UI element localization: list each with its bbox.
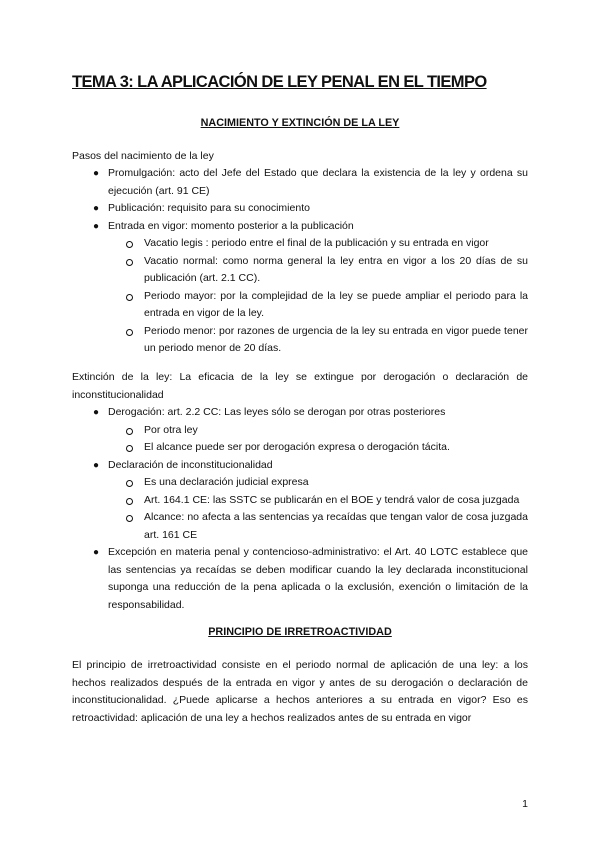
page-number: 1 bbox=[522, 798, 528, 810]
filled-circle-bullet-icon: ● bbox=[92, 203, 100, 214]
list-item-text: Derogación: art. 2.2 CC: Las leyes sólo se derogan por otras posteriores bbox=[108, 406, 446, 418]
sublist-item-text: Periodo menor: por razones de urgencia de la ley su entrada en vigor puede tener un periodo menor de 20 días. bbox=[144, 324, 528, 354]
filled-circle-bullet-icon: ● bbox=[92, 407, 100, 418]
sublist-item-text: El alcance puede ser por derogación expresa o derogación tácita. bbox=[144, 441, 450, 453]
sublist-item-alcance-sentencias bbox=[144, 509, 528, 544]
list-item-text: Publicación: requisito para su conocimiento bbox=[108, 202, 310, 214]
list-item-derogacion bbox=[92, 404, 528, 457]
list-item-text: Entrada en vigor: momento posterior a la publicación bbox=[108, 219, 354, 232]
sublist-item-vacatio-normal bbox=[144, 253, 528, 288]
hollow-circle-bullet-icon bbox=[126, 259, 133, 266]
sublist-item-vacatio-legis bbox=[144, 235, 528, 253]
list-item-publicacion bbox=[92, 200, 528, 218]
list-item-entrada-vigor bbox=[92, 218, 528, 358]
sublist-item-periodo-mayor bbox=[144, 288, 528, 323]
sublist-item-text: Por otra ley bbox=[144, 423, 198, 436]
hollow-circle-bullet-icon bbox=[126, 480, 133, 487]
sublist-item-periodo-menor bbox=[144, 323, 528, 358]
nacimiento-list bbox=[92, 165, 528, 358]
sublist-item-text: Periodo mayor: por la complejidad de la ley se puede ampliar el periodo para la entrada en vigor de la ley. bbox=[144, 289, 528, 319]
sublist-item-text: Art. 164.1 CE: las SSTC se publicarán en el BOE y tendrá valor de cosa juzgada bbox=[144, 493, 520, 506]
hollow-circle-bullet-icon bbox=[126, 498, 133, 505]
hollow-circle-bullet-icon bbox=[126, 329, 133, 336]
paragraph-extincion-intro: Extinción de la ley: La eficacia de la ley se extingue por derogación o declaración de inconstitucionalidad bbox=[72, 371, 528, 401]
extincion-list bbox=[92, 404, 528, 614]
filled-circle-bullet-icon: ● bbox=[92, 220, 100, 232]
sublist-item-text: Vacatio normal: como norma general la ley entra en vigor a los 20 días de su publicación (art. 2.1 CC). bbox=[144, 254, 528, 284]
sublist-item-text: Es una declaración judicial expresa bbox=[144, 476, 309, 488]
list-item-excepcion-penal bbox=[92, 544, 528, 614]
list-item-promulgacion bbox=[92, 165, 528, 200]
hollow-circle-bullet-icon bbox=[126, 428, 133, 435]
section-heading-irretroactividad: PRINCIPIO DE IRRETROACTIVIDAD bbox=[208, 626, 392, 638]
derogacion-sublist bbox=[108, 422, 528, 457]
filled-circle-bullet-icon: ● bbox=[92, 547, 100, 558]
list-item-text: Excepción en materia penal y contencioso-administrativo: el Art. 40 LOTC establece que las sentencias ya recaídas se deben modificar cuando la ley declarada inconstitucional suponga una reducción de la pena aplicada o la exclusión, exención o limitación de la responsabilidad. bbox=[108, 546, 528, 611]
sublist-item-text: Alcance: no afecta a las sentencias ya recaídas que tengan valor de cosa juzgada art. 161 CE bbox=[144, 511, 528, 541]
sublist-item-alcance-derogacion bbox=[144, 439, 528, 457]
hollow-circle-bullet-icon bbox=[126, 294, 133, 301]
sublist-item-text: Vacatio legis : periodo entre el final de la publicación y su entrada en vigor bbox=[144, 237, 489, 249]
list-item-text: Declaración de inconstitucionalidad bbox=[108, 458, 273, 471]
hollow-circle-bullet-icon bbox=[126, 445, 133, 452]
hollow-circle-bullet-icon bbox=[126, 515, 133, 522]
section-heading-nacimiento: NACIMIENTO Y EXTINCIÓN DE LA LEY bbox=[200, 117, 400, 129]
paragraph-irretroactividad: El principio de irretroactividad consiste en el periodo normal de aplicación de una ley: a los hechos realizados después de la entrada en vigor y antes de su derogación o declaración de inconstitucionalidad. ¿Puede aplicarse a hechos anteriores a su entrada en vigor? Eso es retroactividad: aplicación de una ley a hechos realizados antes de su entrada en vigor bbox=[72, 659, 528, 724]
list-item-text: Promulgación: acto del Jefe del Estado que declara la existencia de la ley y ordena su ejecución (art. 91 CE) bbox=[108, 167, 528, 197]
hollow-circle-bullet-icon bbox=[126, 241, 133, 248]
paragraph-pasos-intro: Pasos del nacimiento de la ley bbox=[72, 150, 214, 162]
entrada-vigor-sublist bbox=[108, 235, 528, 358]
filled-circle-bullet-icon: ● bbox=[92, 459, 100, 471]
sublist-item-por-otra-ley bbox=[144, 422, 528, 440]
inconstitucionalidad-sublist bbox=[108, 474, 528, 544]
list-item-inconstitucionalidad bbox=[92, 457, 528, 545]
filled-circle-bullet-icon: ● bbox=[92, 168, 100, 179]
sublist-item-declaracion-judicial bbox=[144, 474, 528, 492]
document-title: TEMA 3: LA APLICACIÓN DE LEY PENAL EN EL TIEMPO bbox=[72, 73, 487, 91]
sublist-item-art-164 bbox=[144, 492, 528, 510]
